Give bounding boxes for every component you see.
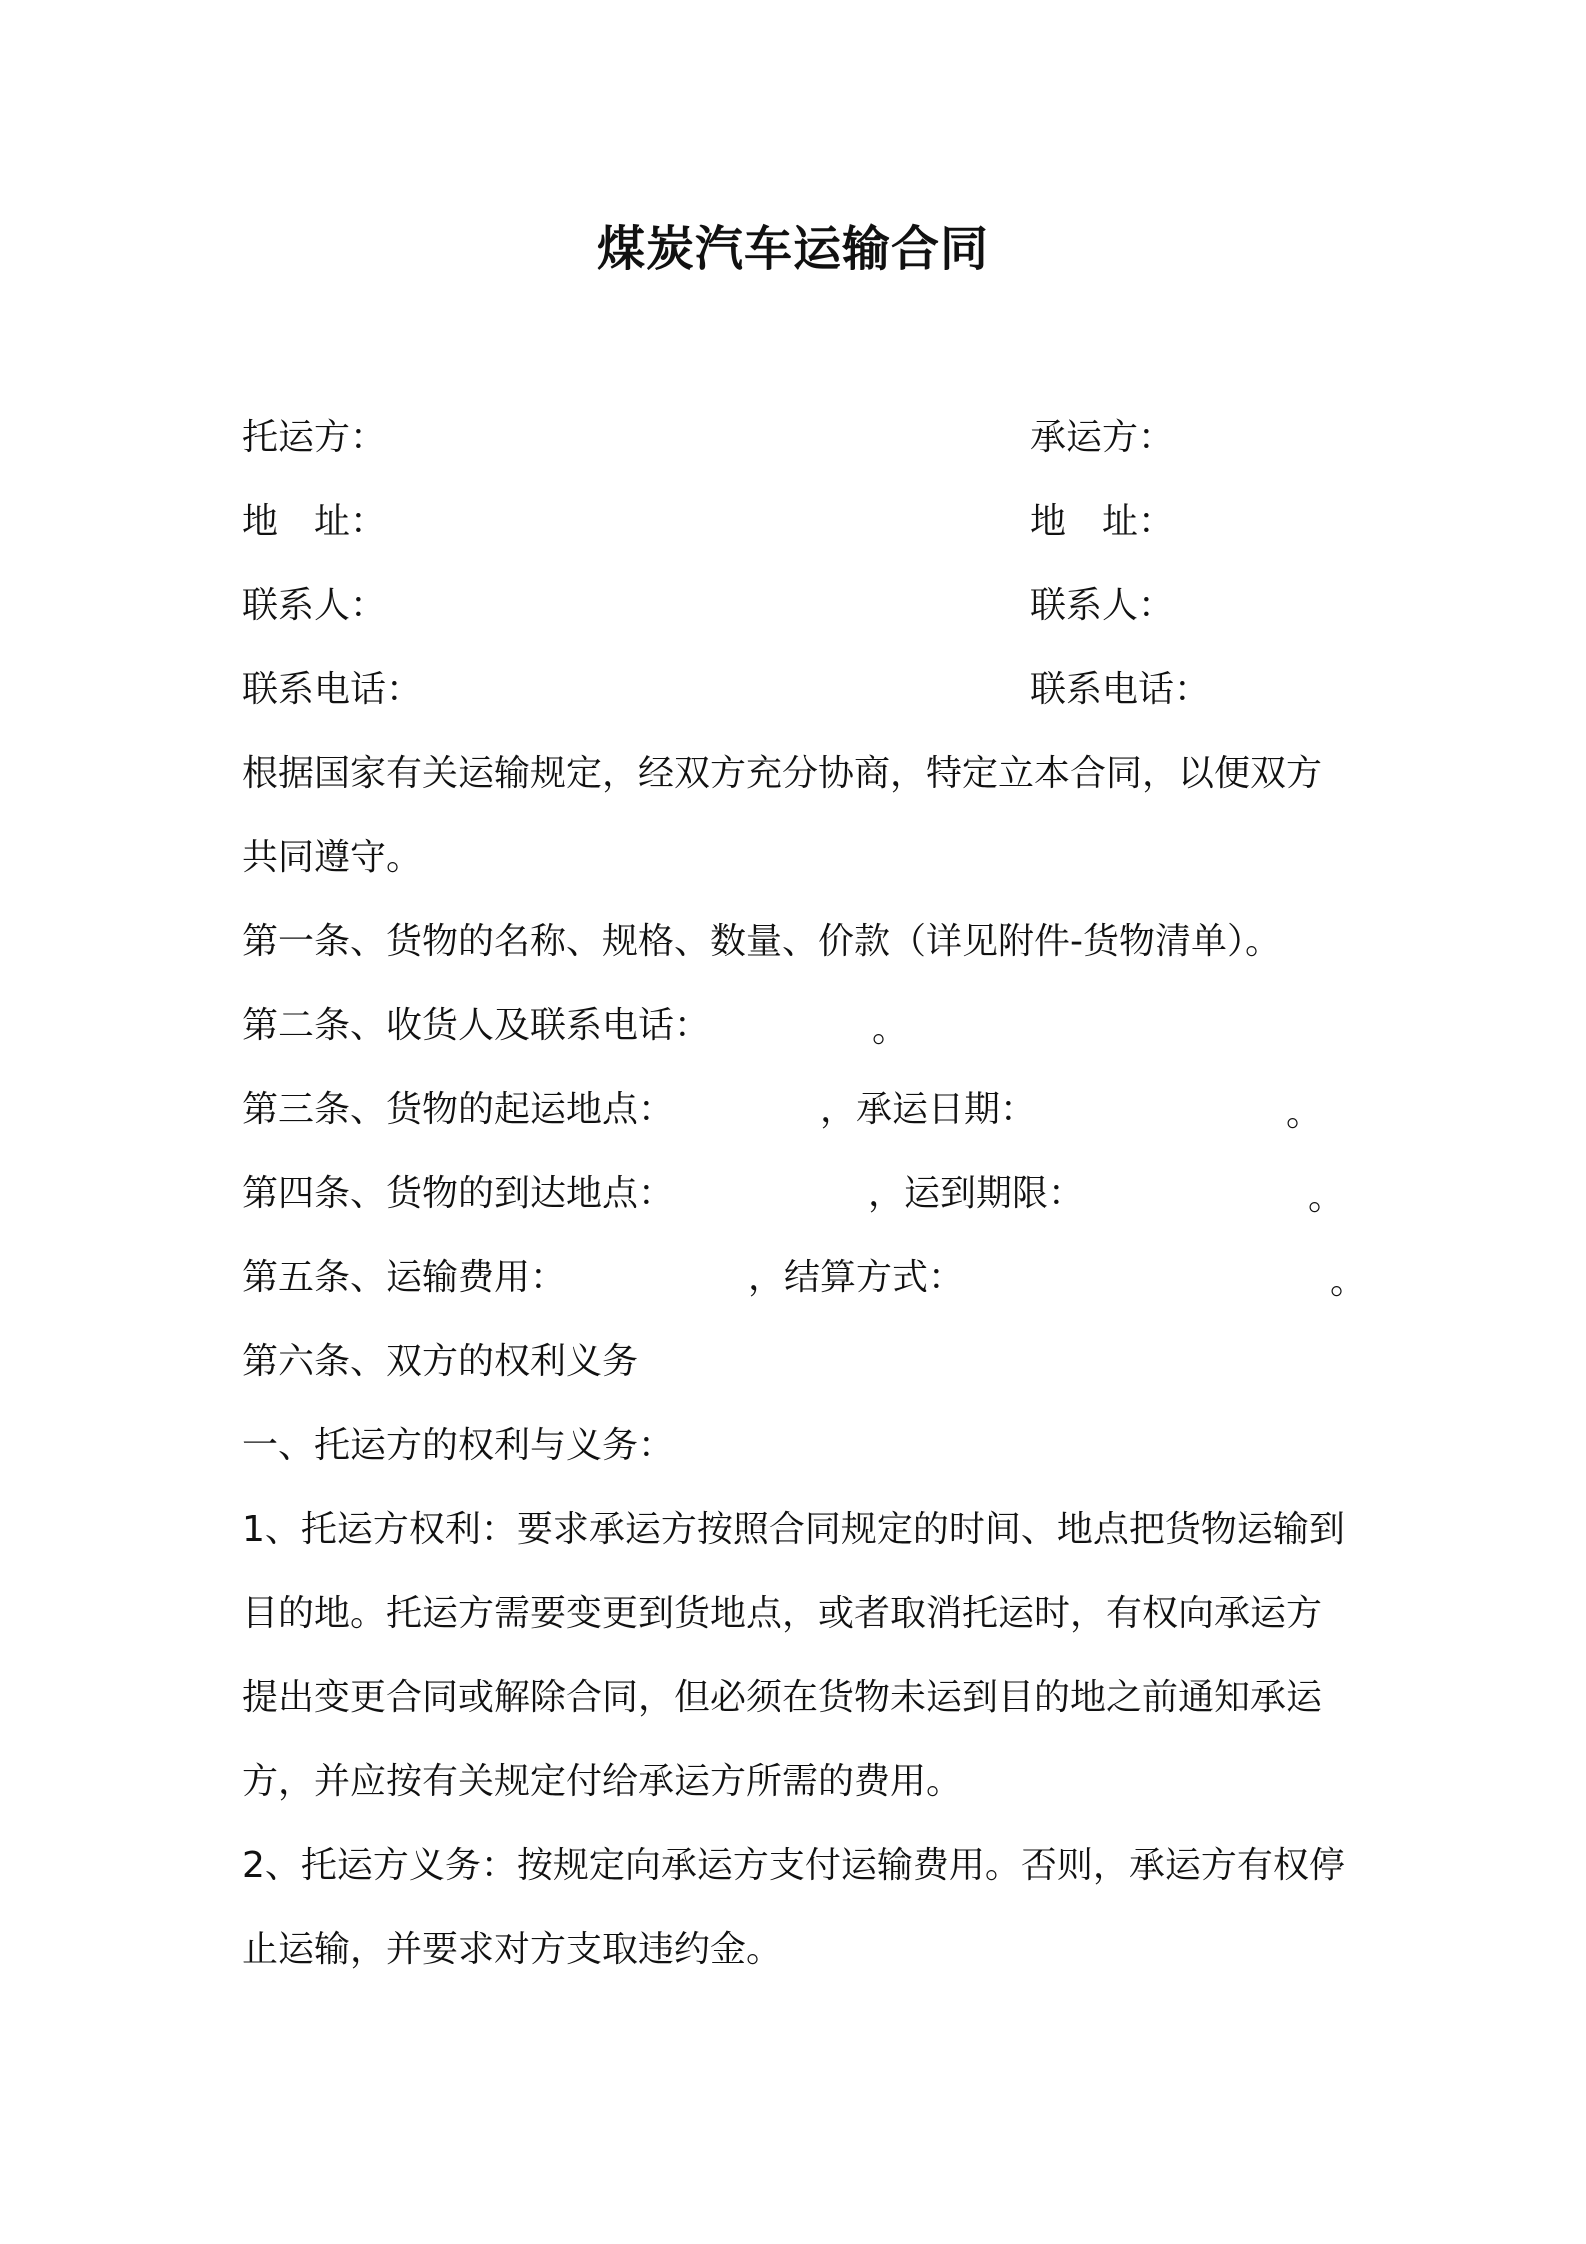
- section-1-heading: 一、托运方的权利与义务：: [242, 1425, 675, 1466]
- article-4-label: 第四条、货物的到达地点：: [242, 1173, 675, 1214]
- article-5-label: 第五条、运输费用：: [242, 1257, 567, 1298]
- shipper-contact-label: 联系人：: [242, 585, 387, 626]
- carrier-address-label: 地 址：: [1030, 501, 1175, 542]
- carrier-phone-label: 联系电话：: [1030, 669, 1211, 710]
- carrier-label: 承运方：: [1030, 417, 1175, 458]
- carrier-contact-label: 联系人：: [1030, 585, 1175, 626]
- article-6: 第六条、双方的权利义务: [242, 1341, 639, 1382]
- article-5-end: 。: [1330, 1261, 1367, 1302]
- document-title: 煤炭汽车运输合同: [596, 221, 989, 277]
- article-2-end: 。: [872, 1009, 909, 1050]
- article-2-label: 第二条、收货人及联系电话：: [242, 1005, 711, 1046]
- article-5-mid: ，结算方式：: [748, 1257, 965, 1298]
- section-1-item-1: 1、托运方权利：要求承运方按照合同规定的时间、地点把货物运输到目的地。托运方需要变更到货地点，或者取消托运时，有权向承运方提出变更合同或解除合同，但必须在货物未运到目的地之前通知承运方，并应按有关规定付给承运方所需的费用。: [242, 1509, 1345, 1802]
- article-3-label: 第三条、货物的起运地点：: [242, 1089, 675, 1130]
- article-1: 第一条、货物的名称、规格、数量、价款（详见附件-货物清单）。: [242, 921, 1281, 962]
- shipper-label: 托运方：: [242, 417, 387, 458]
- article-3-end: 。: [1286, 1093, 1323, 1134]
- intro-paragraph: 根据国家有关运输规定，经双方充分协商，特定立本合同，以便双方共同遵守。: [242, 753, 1323, 878]
- shipper-address-label: 地 址：: [242, 501, 387, 542]
- article-4-mid: ，运到期限：: [868, 1173, 1085, 1214]
- shipper-phone-label: 联系电话：: [242, 669, 423, 710]
- section-1-item-2: 2、托运方义务：按规定向承运方支付运输费用。否则，承运方有权停止运输，并要求对方支取违约金。: [242, 1845, 1345, 1970]
- article-3-mid: ，承运日期：: [820, 1089, 1037, 1130]
- article-4-end: 。: [1308, 1177, 1345, 1218]
